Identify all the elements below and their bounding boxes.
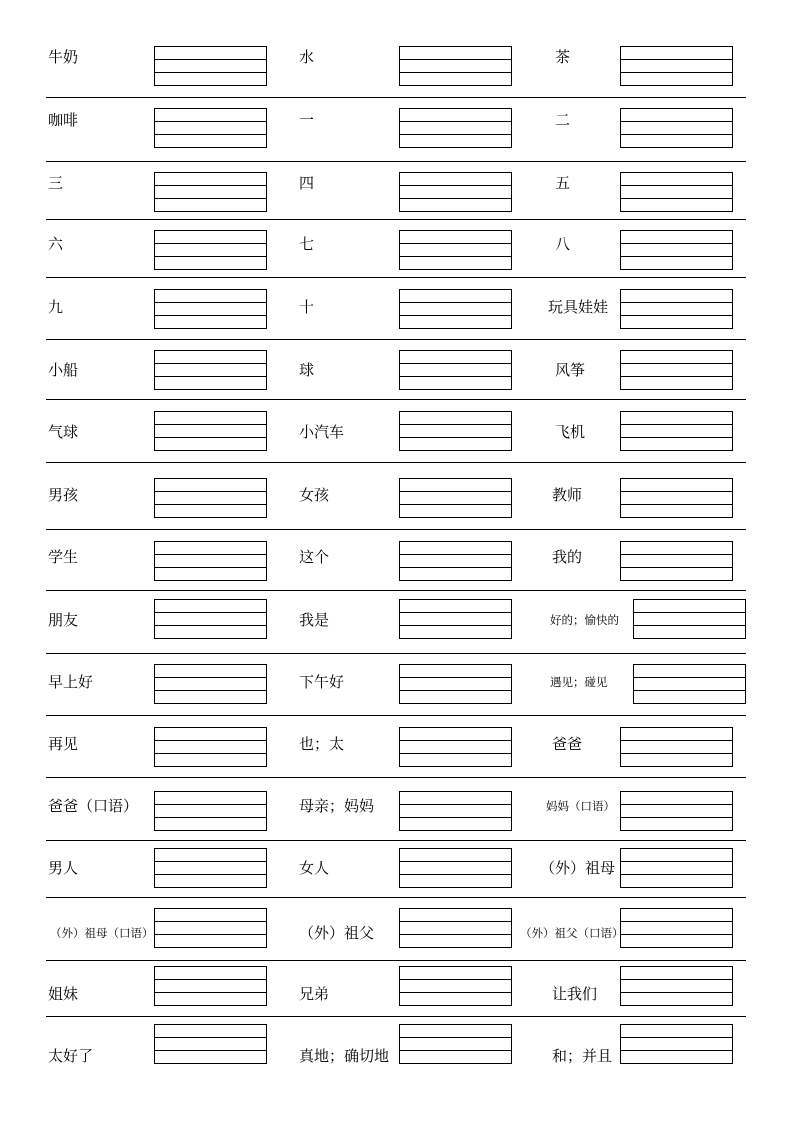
writing-guide-line [400,874,511,875]
writing-guide-line [155,567,266,568]
writing-guide-line [155,1037,266,1038]
writing-guide-line [621,753,732,754]
writing-guide-line [155,861,266,862]
vocab-word: （外）祖母（口语） [50,926,154,940]
answer-writing-box[interactable] [399,664,512,704]
writing-guide-line [400,740,511,741]
writing-guide-line [621,302,732,303]
vocab-word: 三 [48,174,64,192]
answer-writing-box[interactable] [399,599,512,639]
writing-guide-line [155,424,266,425]
writing-guide-line [155,437,266,438]
answer-writing-box[interactable] [399,172,512,212]
writing-guide-line [400,861,511,862]
answer-writing-box[interactable] [154,172,267,212]
vocab-word: 好的；愉快的 [550,613,619,627]
writing-guide-line [634,677,745,678]
answer-writing-box[interactable] [399,791,512,831]
writing-guide-line [621,874,732,875]
writing-guide-line [155,59,266,60]
answer-writing-box[interactable] [399,966,512,1006]
vocab-word: 玩具娃娃 [548,298,609,316]
writing-guide-line [400,185,511,186]
writing-guide-line [155,1050,266,1051]
answer-writing-box[interactable] [399,727,512,767]
writing-guide-line [155,625,266,626]
answer-writing-box[interactable] [620,848,733,888]
vocab-word: 遇见；碰见 [550,675,608,689]
row-divider [46,219,746,220]
vocab-word: 和；并且 [552,1047,613,1065]
writing-guide-line [155,804,266,805]
answer-writing-box[interactable] [154,848,267,888]
answer-writing-box[interactable] [620,108,733,148]
writing-guide-line [400,198,511,199]
answer-writing-box[interactable] [399,848,512,888]
answer-writing-box[interactable] [399,108,512,148]
vocab-word: 女人 [299,859,330,877]
vocab-word: 十 [299,298,315,316]
vocab-word: 一 [299,111,315,129]
writing-guide-line [400,256,511,257]
writing-guide-line [400,992,511,993]
vocab-word: 五 [555,174,571,192]
writing-guide-line [400,612,511,613]
answer-writing-box[interactable] [154,966,267,1006]
writing-guide-line [155,121,266,122]
answer-writing-box[interactable] [620,350,733,390]
writing-guide-line [400,491,511,492]
writing-guide-line [621,992,732,993]
writing-guide-line [621,921,732,922]
writing-guide-line [155,315,266,316]
writing-guide-line [155,363,266,364]
writing-guide-line [400,753,511,754]
writing-guide-line [400,677,511,678]
answer-writing-box[interactable] [620,908,733,948]
writing-guide-line [621,243,732,244]
writing-guide-line [155,753,266,754]
writing-guide-line [400,363,511,364]
answer-writing-box[interactable] [620,411,733,451]
answer-writing-box[interactable] [620,541,733,581]
writing-guide-line [400,1050,511,1051]
writing-guide-line [634,612,745,613]
row-divider [46,840,746,841]
writing-guide-line [621,1037,732,1038]
answer-writing-box[interactable] [154,350,267,390]
writing-guide-line [400,243,511,244]
vocab-word: 爸爸（口语） [48,797,139,815]
writing-guide-line [155,817,266,818]
vocab-word: 二 [555,111,571,129]
answer-writing-box[interactable] [633,664,746,704]
writing-guide-line [400,121,511,122]
vocab-word: 教师 [552,486,583,504]
vocab-word: （外）祖父（口语） [520,926,624,940]
writing-guide-line [400,134,511,135]
writing-guide-line [400,804,511,805]
writing-guide-line [155,198,266,199]
writing-guide-line [621,861,732,862]
answer-writing-box[interactable] [399,350,512,390]
row-divider [46,277,746,278]
answer-writing-box[interactable] [399,478,512,518]
writing-guide-line [400,72,511,73]
writing-guide-line [400,921,511,922]
writing-guide-line [155,243,266,244]
writing-guide-line [621,72,732,73]
vocab-word: 爸爸 [552,735,583,753]
answer-writing-box[interactable] [154,478,267,518]
vocab-word: 真地；确切地 [299,1047,390,1065]
answer-writing-box[interactable] [154,46,267,86]
row-divider [46,462,746,463]
answer-writing-box[interactable] [620,727,733,767]
writing-guide-line [621,376,732,377]
writing-guide-line [400,979,511,980]
writing-guide-line [621,121,732,122]
row-divider [46,653,746,654]
writing-guide-line [621,979,732,980]
row-divider [46,715,746,716]
answer-writing-box[interactable] [620,230,733,270]
writing-guide-line [400,504,511,505]
row-divider [46,161,746,162]
vocab-word: 小船 [48,361,79,379]
vocab-word: 下午好 [299,673,345,691]
writing-guide-line [400,817,511,818]
writing-guide-line [155,677,266,678]
writing-guide-line [155,134,266,135]
writing-guide-line [400,554,511,555]
writing-guide-line [155,185,266,186]
answer-writing-box[interactable] [620,289,733,329]
answer-writing-box[interactable] [154,727,267,767]
writing-guide-line [155,874,266,875]
vocab-word: 球 [299,361,315,379]
vocab-word: 风筝 [555,361,586,379]
row-divider [46,399,746,400]
writing-guide-line [621,424,732,425]
answer-writing-box[interactable] [620,966,733,1006]
writing-guide-line [400,302,511,303]
answer-writing-box[interactable] [399,411,512,451]
answer-writing-box[interactable] [154,541,267,581]
row-divider [46,960,746,961]
answer-writing-box[interactable] [620,46,733,86]
writing-guide-line [155,934,266,935]
vocab-word: 牛奶 [48,48,79,66]
vocab-word: 也；太 [299,735,345,753]
answer-writing-box[interactable] [399,230,512,270]
answer-writing-box[interactable] [399,1024,512,1064]
writing-guide-line [400,437,511,438]
vocab-word: 再见 [48,735,79,753]
writing-guide-line [621,437,732,438]
writing-guide-line [400,424,511,425]
writing-guide-line [400,690,511,691]
writing-guide-line [621,198,732,199]
answer-writing-box[interactable] [154,791,267,831]
vocab-word: 这个 [299,548,330,566]
vocab-word: 六 [48,235,64,253]
answer-writing-box[interactable] [154,599,267,639]
vocab-word: 早上好 [48,673,94,691]
writing-guide-line [155,376,266,377]
row-divider [46,339,746,340]
vocab-word: 姐妹 [48,985,79,1003]
answer-writing-box[interactable] [399,908,512,948]
row-divider [46,590,746,591]
answer-writing-box[interactable] [399,541,512,581]
writing-guide-line [400,376,511,377]
vocab-word: 茶 [555,48,571,66]
writing-guide-line [621,504,732,505]
writing-guide-line [621,134,732,135]
vocab-word: 九 [48,298,64,316]
answer-writing-box[interactable] [154,289,267,329]
answer-writing-box[interactable] [620,478,733,518]
writing-guide-line [634,690,745,691]
writing-guide-line [155,491,266,492]
writing-guide-line [155,992,266,993]
answer-writing-box[interactable] [154,1024,267,1064]
answer-writing-box[interactable] [154,230,267,270]
writing-guide-line [621,554,732,555]
row-divider [46,777,746,778]
vocab-word: 太好了 [48,1047,94,1065]
vocab-word: 朋友 [48,611,79,629]
writing-guide-line [155,690,266,691]
writing-guide-line [155,612,266,613]
writing-guide-line [400,315,511,316]
writing-guide-line [621,491,732,492]
vocab-word: 我的 [552,548,583,566]
vocab-word: 母亲；妈妈 [299,797,375,815]
writing-guide-line [400,625,511,626]
writing-guide-line [621,1050,732,1051]
writing-guide-line [155,740,266,741]
answer-writing-box[interactable] [154,664,267,704]
writing-guide-line [621,59,732,60]
writing-guide-line [621,817,732,818]
writing-guide-line [400,1037,511,1038]
answer-writing-box[interactable] [154,108,267,148]
vocab-word: 水 [299,48,315,66]
vocab-word: 气球 [48,423,79,441]
vocab-word: 七 [299,235,315,253]
writing-guide-line [621,315,732,316]
vocab-word: 咖啡 [48,111,79,129]
writing-guide-line [155,979,266,980]
row-divider [46,529,746,530]
vocab-word: 小汽车 [299,423,345,441]
writing-guide-line [155,256,266,257]
vocab-word: 兄弟 [299,985,330,1003]
vocab-word: 妈妈（口语） [546,799,615,813]
row-divider [46,1016,746,1017]
vocab-word: 八 [555,235,571,253]
vocab-word: 男人 [48,859,79,877]
vocab-word: 女孩 [299,486,330,504]
vocab-word: 男孩 [48,486,79,504]
row-divider [46,897,746,898]
writing-guide-line [621,934,732,935]
answer-writing-box[interactable] [620,172,733,212]
writing-guide-line [621,363,732,364]
vocab-word: 让我们 [552,985,598,1003]
vocab-word: 我是 [299,611,330,629]
answer-writing-box[interactable] [399,46,512,86]
vocab-word: （外）祖父 [299,924,375,942]
vocab-word: （外）祖母 [540,859,616,877]
answer-writing-box[interactable] [154,411,267,451]
answer-writing-box[interactable] [620,791,733,831]
writing-guide-line [155,504,266,505]
vocab-word: 四 [299,174,315,192]
writing-guide-line [155,302,266,303]
writing-guide-line [621,740,732,741]
answer-writing-box[interactable] [620,1024,733,1064]
writing-guide-line [634,625,745,626]
vocab-word: 飞机 [555,423,586,441]
writing-guide-line [155,921,266,922]
answer-writing-box[interactable] [633,599,746,639]
writing-guide-line [400,59,511,60]
writing-guide-line [155,554,266,555]
writing-guide-line [400,567,511,568]
writing-guide-line [155,72,266,73]
answer-writing-box[interactable] [399,289,512,329]
writing-guide-line [621,804,732,805]
writing-guide-line [621,567,732,568]
writing-guide-line [621,256,732,257]
answer-writing-box[interactable] [154,908,267,948]
row-divider [46,97,746,98]
writing-guide-line [400,934,511,935]
writing-guide-line [621,185,732,186]
vocab-word: 学生 [48,548,79,566]
